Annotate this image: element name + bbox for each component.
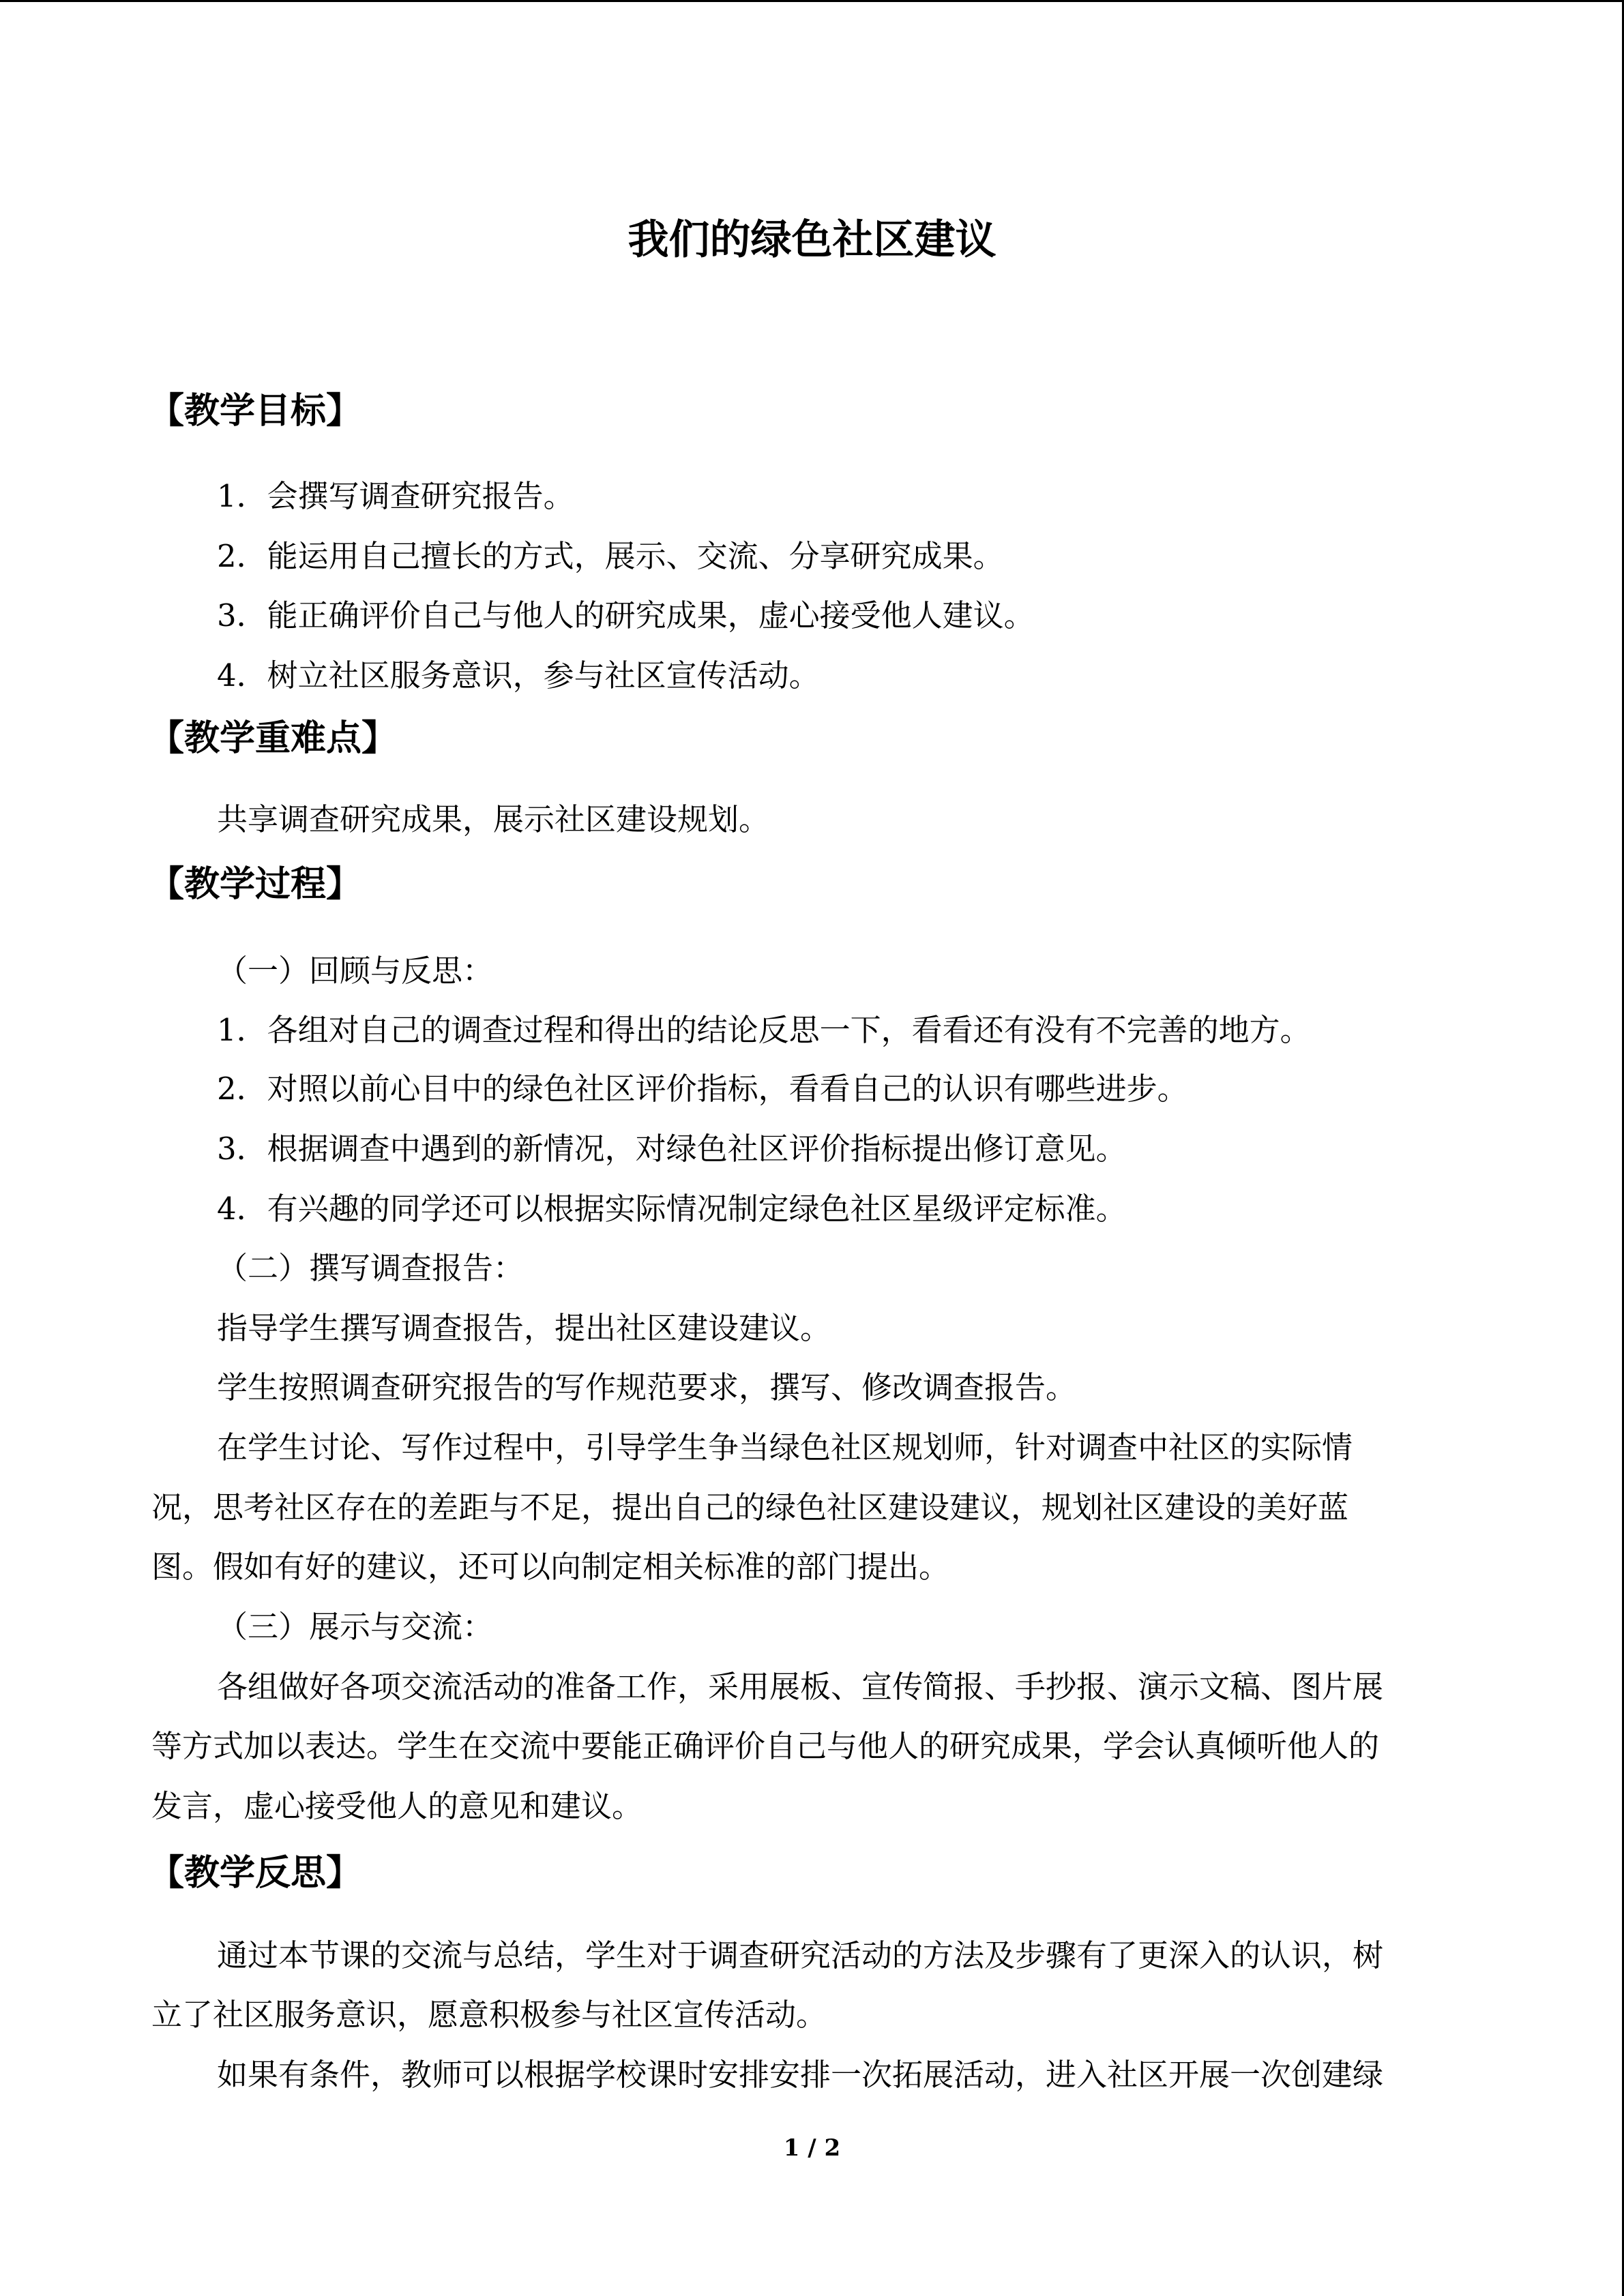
reflection-line-3: 如果有条件，教师可以根据学校课时安排安排一次拓展活动，进入社区开展一次创建绿 (217, 2057, 1384, 2093)
reflection-line-1: 通过本节课的交流与总结，学生对于调查研究活动的方法及步骤有了更深入的认识，树 (217, 1937, 1384, 1973)
document-title: 我们的绿色社区建议 (628, 216, 996, 264)
process-part3-title: （三）展示与交流： (217, 1609, 494, 1645)
page-number: 1 / 2 (783, 2134, 841, 2162)
section-heading-process: 【教学过程】 (149, 863, 362, 905)
process-part1-title: （一）回顾与反思： (217, 953, 494, 989)
goal-item-4: 4．树立社区服务意识，参与社区宣传活动。 (217, 657, 820, 694)
process-part3-line-1: 各组做好各项交流活动的准备工作，采用展板、宣传简报、手抄报、演示文稿、图片展 (217, 1669, 1384, 1705)
process-part2-line-3: 在学生讨论、写作过程中，引导学生争当绿色社区规划师，针对调查中社区的实际情 (217, 1429, 1353, 1465)
reflection-line-2: 立了社区服务意识，愿意积极参与社区宣传活动。 (151, 1997, 827, 2033)
section-heading-key-points: 【教学重难点】 (149, 717, 398, 759)
process-part3-line-3: 发言，虚心接受他人的意见和建议。 (151, 1788, 643, 1824)
section-heading-reflection: 【教学反思】 (149, 1852, 362, 1894)
process-part2-title: （二）撰写调查报告： (217, 1250, 525, 1286)
key-points-text: 共享调查研究成果，展示社区建设规划。 (217, 801, 770, 837)
process-part1-item-4: 4．有兴趣的同学还可以根据实际情况制定绿色社区星级评定标准。 (217, 1191, 1127, 1227)
section-heading-goals: 【教学目标】 (149, 390, 362, 432)
process-part1-item-2: 2．对照以前心目中的绿色社区评价指标，看看自己的认识有哪些进步。 (217, 1071, 1188, 1107)
process-part1-item-3: 3．根据调查中遇到的新情况，对绿色社区评价指标提出修订意见。 (217, 1131, 1127, 1167)
process-part1-item-1: 1．各组对自己的调查过程和得出的结论反思一下，看看还有没有不完善的地方。 (217, 1012, 1311, 1048)
goal-item-2: 2．能运用自己擅长的方式，展示、交流、分享研究成果。 (217, 538, 1004, 574)
process-part2-line-4: 况，思考社区存在的差距与不足，提出自己的绿色社区建设建议，规划社区建设的美好蓝 (151, 1489, 1349, 1525)
page-border-top (0, 0, 1624, 2)
process-part2-line-1: 指导学生撰写调查报告，提出社区建设建议。 (217, 1310, 831, 1346)
goal-item-3: 3．能正确评价自己与他人的研究成果，虚心接受他人建议。 (217, 597, 1035, 633)
process-part3-line-2: 等方式加以表达。学生在交流中要能正确评价自己与他人的研究成果，学会认真倾听他人的 (151, 1728, 1380, 1764)
process-part2-line-2: 学生按照调查研究报告的写作规范要求，撰写、修改调查报告。 (217, 1369, 1077, 1405)
goal-item-1: 1．会撰写调查研究报告。 (217, 478, 574, 514)
process-part2-line-5: 图。假如有好的建议，还可以向制定相关标准的部门提出。 (151, 1549, 950, 1585)
